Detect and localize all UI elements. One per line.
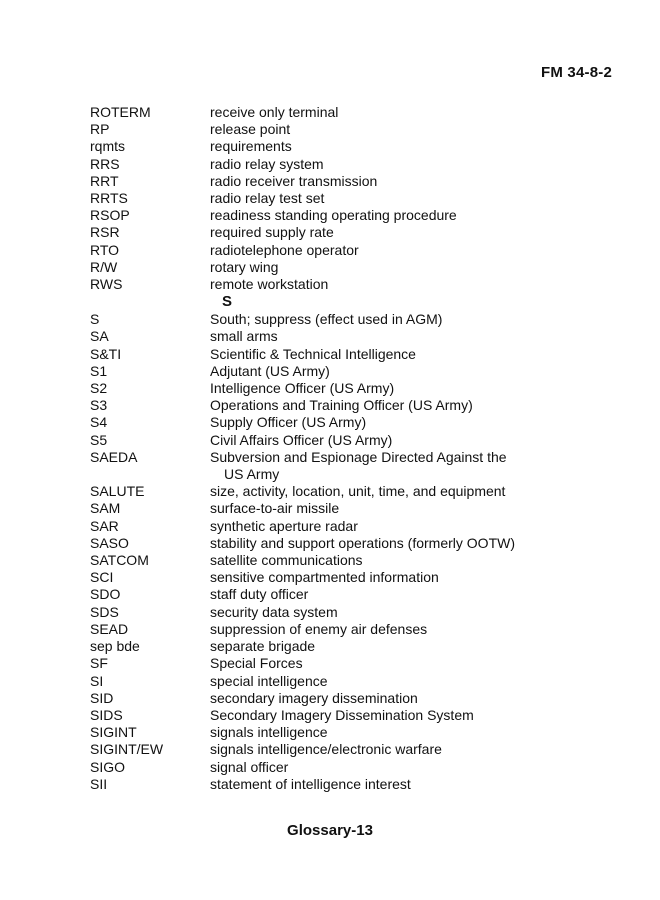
glossary-list bbox=[90, 104, 590, 793]
glossary-definition bbox=[210, 552, 590, 569]
glossary-entry bbox=[90, 638, 590, 655]
glossary-entry bbox=[90, 173, 590, 190]
glossary-term: SA bbox=[90, 328, 109, 345]
glossary-entry bbox=[90, 397, 590, 414]
glossary-definition bbox=[210, 121, 590, 138]
glossary-term: RRS bbox=[90, 155, 120, 172]
glossary-definition-text: required supply rate bbox=[210, 224, 334, 241]
glossary-definition-text: Subversion and Espionage Directed Against the bbox=[210, 448, 507, 465]
glossary-definition-text: Scientific & Technical Intelligence bbox=[210, 345, 416, 362]
glossary-definition bbox=[210, 259, 590, 276]
glossary-term: SDO bbox=[90, 586, 121, 603]
glossary-entry bbox=[90, 776, 590, 793]
glossary-definition bbox=[210, 207, 590, 224]
glossary-definition bbox=[210, 586, 590, 603]
glossary-entry bbox=[90, 190, 590, 207]
glossary-definition-text: synthetic aperture radar bbox=[210, 517, 358, 534]
glossary-definition bbox=[210, 776, 590, 793]
glossary-entry bbox=[90, 104, 590, 121]
glossary-definition-text: stability and support operations (formerly OOTW) bbox=[210, 534, 515, 551]
glossary-term: SII bbox=[90, 775, 108, 792]
glossary-term: SF bbox=[90, 655, 108, 672]
glossary-definition bbox=[210, 311, 590, 328]
glossary-term: SID bbox=[90, 689, 114, 706]
glossary-definition bbox=[210, 346, 590, 363]
glossary-definition bbox=[210, 276, 590, 293]
glossary-definition bbox=[210, 759, 590, 776]
glossary-term: RP bbox=[90, 121, 110, 138]
glossary-definition-text: Civil Affairs Officer (US Army) bbox=[210, 431, 393, 448]
glossary-term: RSOP bbox=[90, 207, 130, 224]
glossary-term: SIGINT/EW bbox=[90, 741, 164, 758]
glossary-definition bbox=[210, 449, 590, 483]
glossary-definition-text: remote workstation bbox=[210, 276, 329, 293]
glossary-term: SDS bbox=[90, 603, 119, 620]
glossary-definition-text: Special Forces bbox=[210, 655, 303, 672]
glossary-term: SI bbox=[90, 672, 104, 689]
glossary-term: ROTERM bbox=[90, 104, 151, 120]
glossary-entry bbox=[90, 328, 590, 345]
glossary-definition-text: radio receiver transmission bbox=[210, 172, 378, 189]
glossary-entry bbox=[90, 276, 590, 293]
glossary-entry bbox=[90, 673, 590, 690]
glossary-definition-text: signals intelligence bbox=[210, 724, 328, 741]
glossary-term: RWS bbox=[90, 276, 123, 293]
glossary-definition bbox=[210, 156, 590, 173]
page-footer: Glossary-13 bbox=[287, 822, 373, 839]
glossary-definition bbox=[210, 707, 590, 724]
glossary-entry bbox=[90, 552, 590, 569]
glossary-entry bbox=[90, 500, 590, 517]
glossary-definition-text: Supply Officer (US Army) bbox=[210, 414, 367, 431]
glossary-term: rqmts bbox=[90, 138, 125, 155]
glossary-definition bbox=[210, 224, 590, 241]
glossary-entry bbox=[90, 741, 590, 758]
glossary-definition bbox=[210, 500, 590, 517]
glossary-term: SIGO bbox=[90, 758, 126, 775]
glossary-definition bbox=[210, 621, 590, 638]
glossary-term: S bbox=[90, 311, 100, 328]
glossary-entry bbox=[90, 156, 590, 173]
glossary-entry bbox=[90, 586, 590, 603]
r-entries-group bbox=[90, 104, 590, 293]
glossary-definition-text: South; suppress (effect used in AGM) bbox=[210, 311, 443, 328]
glossary-entry bbox=[90, 535, 590, 552]
glossary-definition-text: requirements bbox=[210, 138, 292, 155]
glossary-definition bbox=[210, 518, 590, 535]
glossary-definition bbox=[210, 741, 590, 758]
glossary-definition bbox=[210, 535, 590, 552]
glossary-definition-text: size, activity, location, unit, time, and equipment bbox=[210, 483, 506, 500]
glossary-definition bbox=[210, 690, 590, 707]
page-header: FM 34-8-2 bbox=[541, 64, 612, 81]
glossary-term: RRTS bbox=[90, 190, 128, 207]
glossary-entry bbox=[90, 604, 590, 621]
glossary-entry bbox=[90, 207, 590, 224]
glossary-definition bbox=[210, 397, 590, 414]
glossary-definition bbox=[210, 673, 590, 690]
glossary-definition bbox=[210, 414, 590, 431]
glossary-term: SAEDA bbox=[90, 448, 138, 465]
glossary-definition-text: suppression of enemy air defenses bbox=[210, 620, 428, 637]
s-entries-group bbox=[90, 311, 590, 793]
glossary-term: sep bde bbox=[90, 638, 140, 655]
glossary-entry bbox=[90, 724, 590, 741]
glossary-entry bbox=[90, 363, 590, 380]
glossary-entry bbox=[90, 259, 590, 276]
glossary-definition-text: radio relay test set bbox=[210, 190, 325, 207]
glossary-definition-text: staff duty officer bbox=[210, 586, 309, 603]
glossary-term: S4 bbox=[90, 414, 108, 431]
glossary-definition-text: Operations and Training Officer (US Army) bbox=[210, 397, 473, 414]
glossary-definition bbox=[210, 173, 590, 190]
glossary-entry bbox=[90, 311, 590, 328]
glossary-definition bbox=[210, 104, 590, 121]
glossary-definition-text: radio relay system bbox=[210, 155, 324, 172]
glossary-definition bbox=[210, 483, 590, 500]
glossary-term: SASO bbox=[90, 534, 129, 551]
glossary-definition-text: signal officer bbox=[210, 758, 289, 775]
glossary-definition-text: satellite communications bbox=[210, 552, 363, 569]
glossary-definition bbox=[210, 724, 590, 741]
glossary-definition-text: Adjutant (US Army) bbox=[210, 362, 330, 379]
glossary-definition-text: statement of intelligence interest bbox=[210, 775, 411, 792]
glossary-entry bbox=[90, 224, 590, 241]
glossary-definition-text: security data system bbox=[210, 603, 338, 620]
glossary-definition-text: rotary wing bbox=[210, 258, 279, 275]
glossary-term: SATCOM bbox=[90, 552, 149, 569]
glossary-definition-text: secondary imagery dissemination bbox=[210, 689, 418, 706]
glossary-entry bbox=[90, 759, 590, 776]
glossary-definition-text: Secondary Imagery Dissemination System bbox=[210, 706, 474, 723]
glossary-definition-text: radiotelephone operator bbox=[210, 241, 359, 258]
glossary-term: RSR bbox=[90, 224, 120, 241]
glossary-definition bbox=[210, 380, 590, 397]
glossary-term: S1 bbox=[90, 362, 108, 379]
glossary-definition bbox=[210, 190, 590, 207]
glossary-entry bbox=[90, 483, 590, 500]
glossary-definition bbox=[210, 432, 590, 449]
glossary-entry bbox=[90, 346, 590, 363]
glossary-term: SEAD bbox=[90, 620, 129, 637]
glossary-term: S5 bbox=[90, 431, 108, 448]
glossary-term: SAR bbox=[90, 517, 119, 534]
glossary-entry bbox=[90, 621, 590, 638]
glossary-term: S&TI bbox=[90, 345, 122, 362]
glossary-term: SAM bbox=[90, 500, 121, 517]
glossary-entry bbox=[90, 707, 590, 724]
glossary-term: S3 bbox=[90, 397, 108, 414]
glossary-term: RTO bbox=[90, 241, 120, 258]
glossary-definition bbox=[210, 328, 590, 345]
glossary-term: R/W bbox=[90, 258, 118, 275]
glossary-definition bbox=[210, 138, 590, 155]
glossary-definition-text: surface-to-air missile bbox=[210, 500, 340, 517]
glossary-definition bbox=[210, 638, 590, 655]
glossary-term: S2 bbox=[90, 380, 108, 397]
glossary-term: SIDS bbox=[90, 706, 123, 723]
glossary-definition bbox=[210, 363, 590, 380]
glossary-entry bbox=[90, 380, 590, 397]
glossary-entry bbox=[90, 414, 590, 431]
glossary-term: SIGINT bbox=[90, 724, 137, 741]
section-letter-s: S bbox=[222, 293, 233, 311]
glossary-entry bbox=[90, 121, 590, 138]
glossary-definition-text: release point bbox=[210, 121, 291, 138]
glossary-entry bbox=[90, 690, 590, 707]
glossary-term: RRT bbox=[90, 172, 119, 189]
glossary-definition-text: small arms bbox=[210, 328, 278, 345]
glossary-definition-text: signals intelligence/electronic warfare bbox=[210, 741, 442, 758]
glossary-definition bbox=[210, 655, 590, 672]
glossary-definition-text: sensitive compartmented information bbox=[210, 569, 439, 586]
glossary-definition-text: special intelligence bbox=[210, 672, 328, 689]
glossary-definition-continuation: US Army bbox=[224, 466, 280, 483]
glossary-entry bbox=[90, 242, 590, 259]
glossary-entry bbox=[90, 449, 590, 483]
glossary-definition bbox=[210, 242, 590, 259]
glossary-entry bbox=[90, 138, 590, 155]
glossary-term: SALUTE bbox=[90, 483, 145, 500]
glossary-definition-text: separate brigade bbox=[210, 638, 316, 655]
glossary-definition-text: Intelligence Officer (US Army) bbox=[210, 380, 395, 397]
glossary-entry bbox=[90, 655, 590, 672]
glossary-entry bbox=[90, 518, 590, 535]
glossary-definition bbox=[210, 604, 590, 621]
glossary-definition-text: readiness standing operating procedure bbox=[210, 207, 457, 224]
glossary-entry bbox=[90, 569, 590, 586]
glossary-term: SCI bbox=[90, 569, 114, 586]
glossary-definition bbox=[210, 569, 590, 586]
glossary-entry bbox=[90, 432, 590, 449]
glossary-definition-text: receive only terminal bbox=[210, 104, 339, 120]
